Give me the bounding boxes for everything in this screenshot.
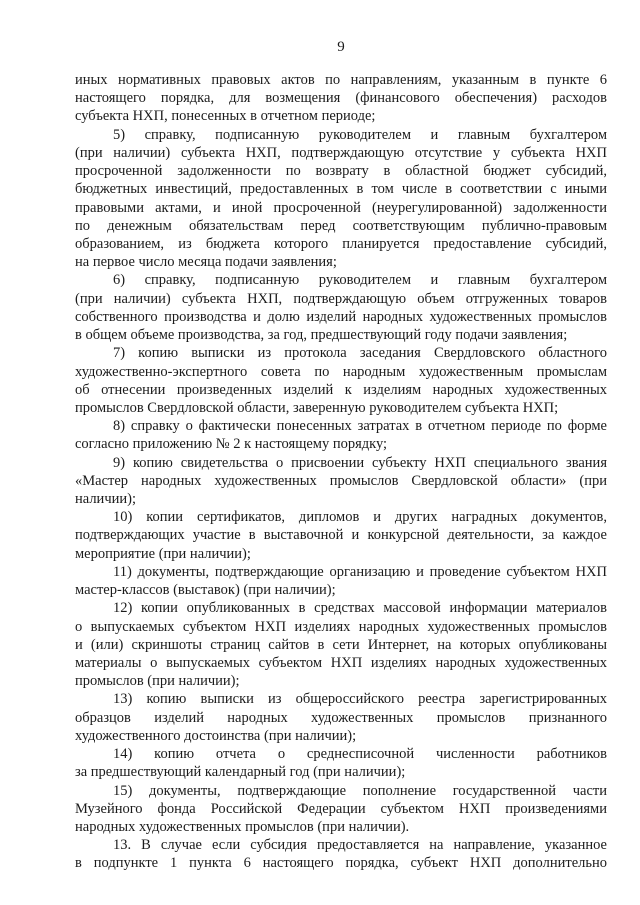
text-line: образованием, из бюджета которого планируется предоставление субсидий,	[75, 235, 607, 252]
text-line: за предшествующий календарный год (при наличии);	[75, 764, 406, 781]
text-line: просроченной задолженности по возврату в областной бюджет субсидий,	[75, 163, 607, 180]
text-line: 9) копию свидетельства о присвоении субъекту НХП специального звания	[113, 454, 607, 471]
text-line: 13) копию выписки из общероссийского реестра зарегистрированных	[113, 691, 607, 708]
text-line: наличии);	[75, 491, 136, 508]
text-line: бюджетных инвестиций, предоставленных в том числе в соответствии с иными	[75, 181, 607, 198]
text-line: мастер-классов (выставок) (при наличии);	[75, 582, 336, 599]
text-line: 6) справку, подписанную руководителем и главным бухгалтером	[113, 272, 607, 289]
text-line: собственного производства и долю изделий народных художественных промыслов	[75, 308, 607, 325]
text-line: (при наличии) субъекта НХП, подтверждающую объем отгруженных товаров	[75, 290, 607, 307]
paragraph	[75, 782, 607, 837]
text-line: мероприятие (при наличии);	[75, 545, 251, 562]
text-line: 11) документы, подтверждающие организацию и проведение субъектом НХП	[113, 563, 607, 580]
paragraph	[75, 690, 607, 745]
text-line: Музейного фонда Российской Федерации субъектом НХП произведениями	[75, 800, 607, 817]
paragraph	[75, 745, 607, 781]
text-line: 7) копию выписки из протокола заседания Свердловского областного	[113, 345, 607, 362]
text-line: субъекта НХП, понесенных в отчетном периоде;	[75, 108, 376, 125]
text-line: художественного достоинства (при наличии);	[75, 727, 357, 744]
paragraph	[75, 508, 607, 563]
text-line: народных художественных промыслов (при наличии).	[75, 818, 410, 835]
document-text	[75, 71, 607, 873]
paragraph	[75, 563, 607, 599]
text-line: подтверждающих участие в выставочной и конкурсной деятельности, за каждое	[75, 527, 607, 544]
text-line: 10) копии сертификатов, дипломов и других наградных документов,	[113, 509, 607, 526]
text-line: промыслов Свердловской области, заверенную руководителем субъекта НХП;	[75, 399, 559, 416]
text-line: 15) документы, подтверждающие пополнение государственной части	[113, 782, 607, 799]
paragraph	[75, 454, 607, 509]
text-line: об отнесении произведенных изделий к изделиям народных художественных	[75, 381, 607, 398]
text-line: (при наличии) субъекта НХП, подтверждающую отсутствие у субъекта НХП	[75, 144, 607, 161]
text-line: 5) справку, подписанную руководителем и главным бухгалтером	[113, 126, 607, 143]
text-line: художественно-экспертного совета по народным художественным промыслам	[75, 363, 607, 380]
text-line: настоящего порядка, для возмещения (финансового обеспечения) расходов	[75, 90, 607, 107]
text-line: 12) копии опубликованных в средствах массовой информации материалов	[113, 600, 607, 617]
text-line: согласно приложению № 2 к настоящему порядку;	[75, 436, 388, 453]
text-line: 14) копию отчета о среднесписочной численности работников	[113, 746, 607, 763]
text-line: по денежным обязательствам перед соответствующим публично-правовым	[75, 217, 607, 234]
text-line: промыслов (при наличии);	[75, 673, 240, 690]
text-line: и (или) скриншоты страниц сайтов в сети Интернет, на которых опубликованы	[75, 636, 607, 653]
paragraph	[75, 126, 607, 272]
text-line: «Мастер народных художественных промыслов Свердловской области» (при	[75, 472, 607, 489]
text-line: о выпускаемых субъектом НХП изделиях народных художественных промыслов	[75, 618, 607, 635]
page-number: 9	[337, 39, 345, 55]
text-line: образцов изделий народных художественных промыслов признанного	[75, 709, 607, 726]
text-line: 13. В случае если субсидия предоставляется на направление, указанное	[113, 837, 607, 854]
text-line: материалы о выпускаемых субъектом НХП изделиях народных художественных	[75, 655, 607, 671]
text-line: на первое число месяца подачи заявления;	[75, 254, 337, 271]
paragraph	[75, 417, 607, 453]
text-line: 8) справку о фактически понесенных затратах в отчетном периоде по форме	[113, 418, 607, 435]
text-line: иных нормативных правовых актов по направлениям, указанным в пункте 6	[75, 72, 607, 88]
paragraph	[75, 344, 607, 417]
text-line: в общем объеме производства, за год, предшествующий году подачи заявления;	[75, 327, 568, 344]
text-line: правовыми актами, и иной просроченной (неурегулированной) задолженности	[75, 199, 607, 216]
paragraph	[75, 271, 607, 344]
paragraph-continued	[75, 71, 607, 126]
text-line: в подпункте 1 пункта 6 настоящего порядка, субъект НХП дополнительно	[75, 855, 607, 872]
paragraph	[75, 599, 607, 690]
paragraph	[75, 836, 607, 872]
